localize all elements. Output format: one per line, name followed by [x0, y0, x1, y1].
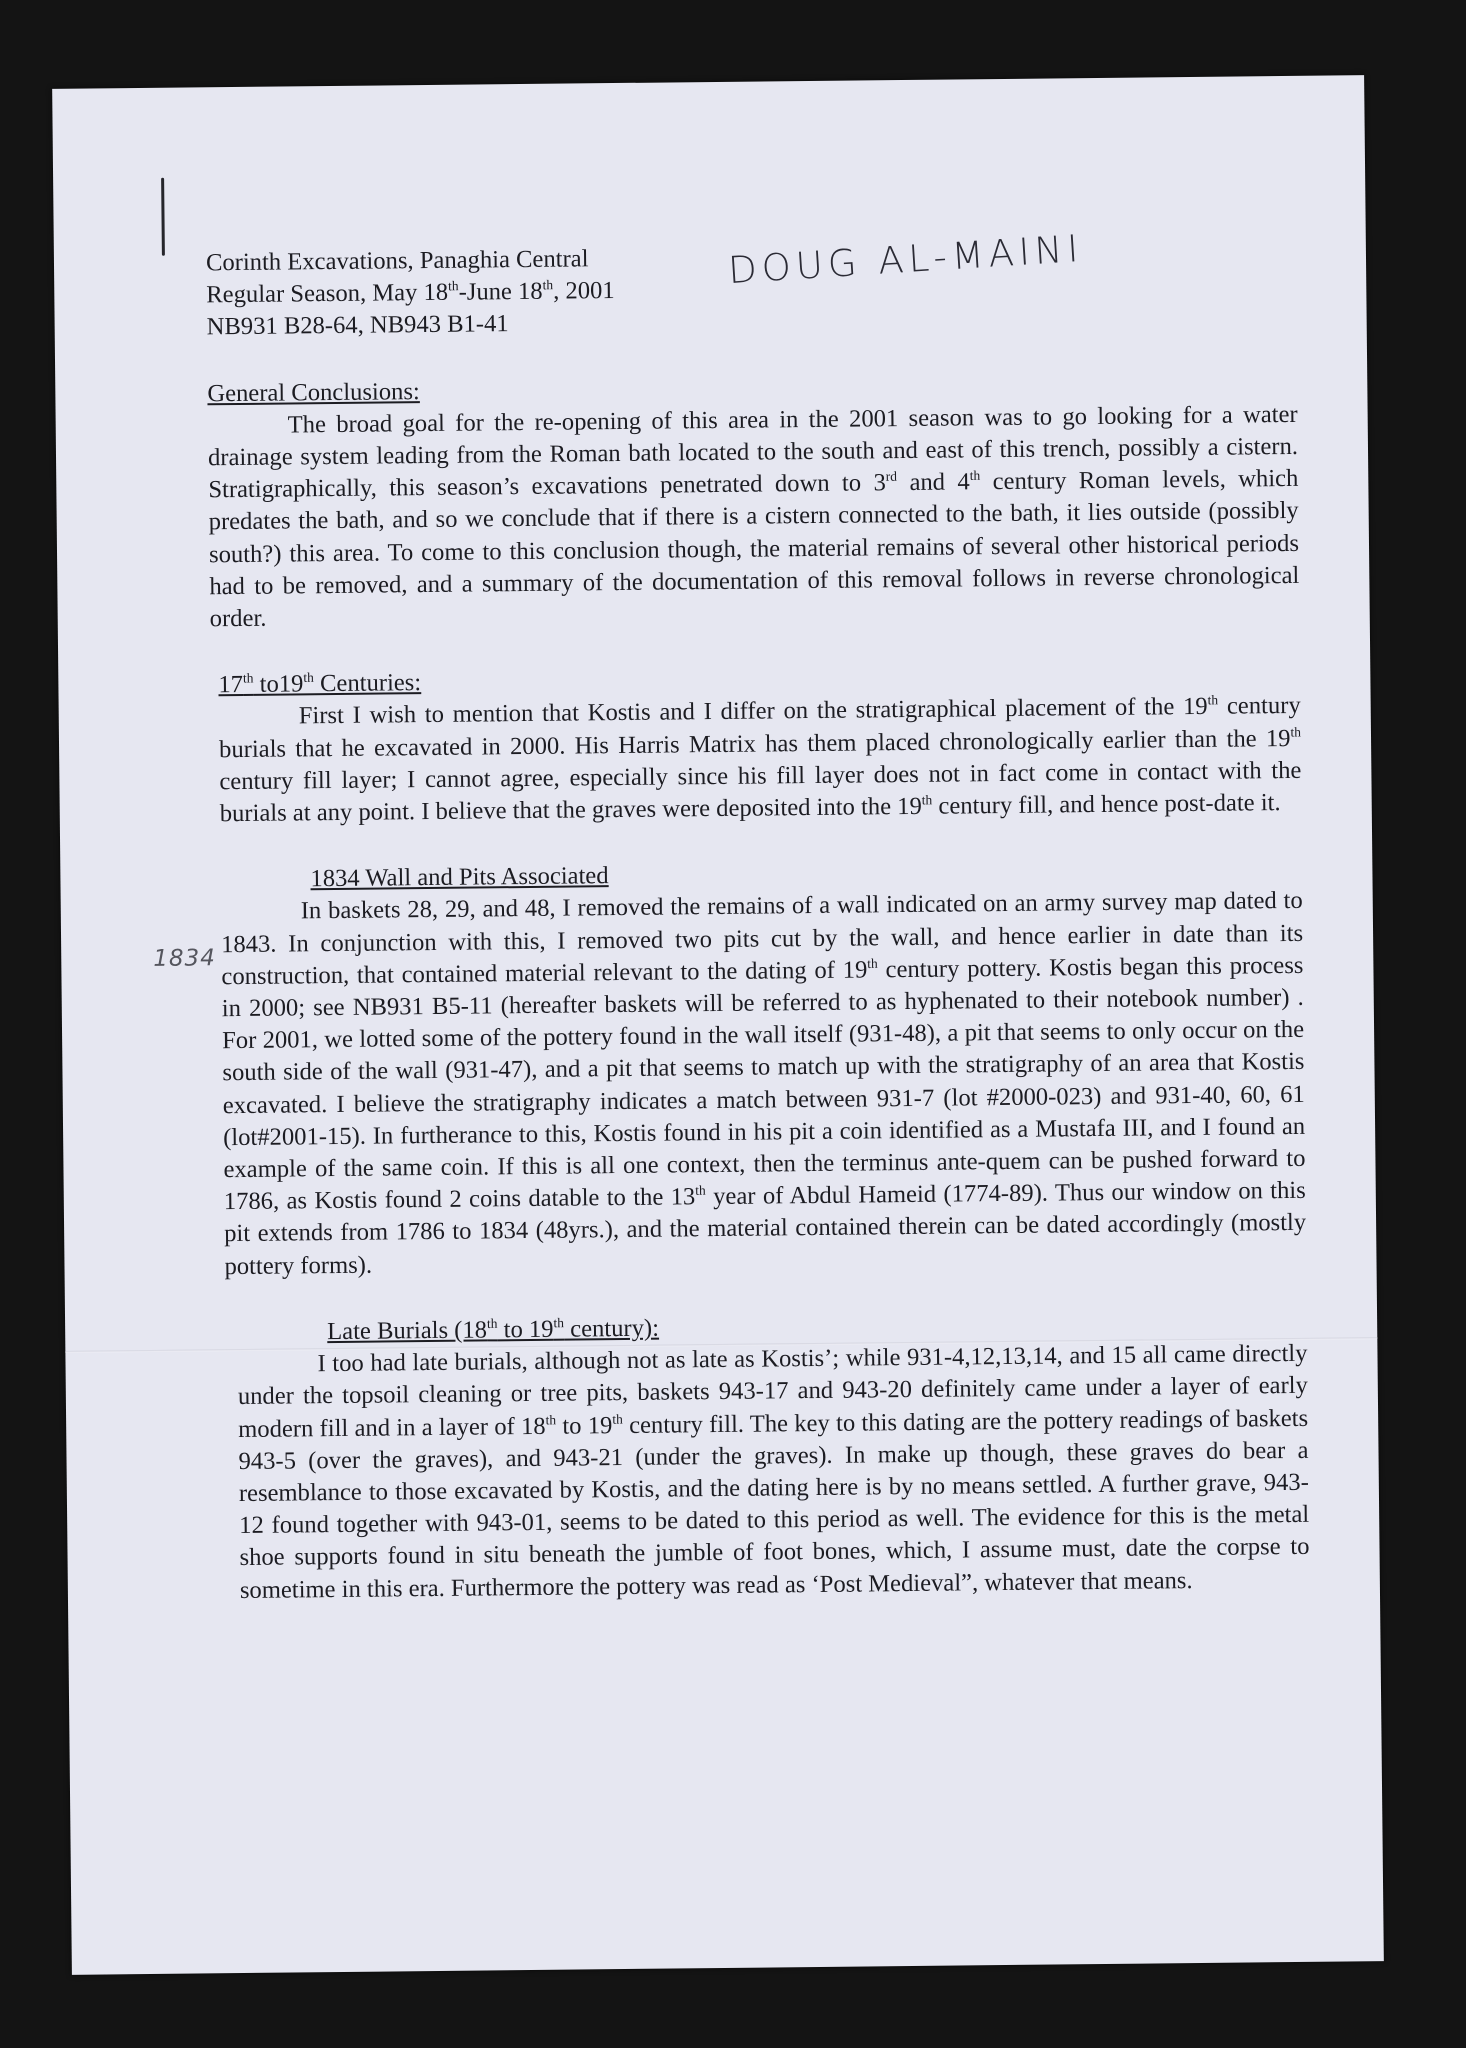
- centuries-paragraph: First I wish to mention that Kostis and I differ on the stratigraphical placement of the 19th century burials that he excavated in 2000. His Harris Matrix has them placed chronologically earlier than the 19th century fill layer; I cannot agree, especially since his fill layer does not in fact come in contact with the burials at any point. I believe that the graves were deposited into the 19th century fill, and hence post-date it.: [218, 692, 1302, 828]
- header-line-2: Regular Season, May 18th-June 18th, 2001: [206, 277, 615, 309]
- wall-pits-heading: 1834 Wall and Pits Associated: [310, 862, 609, 893]
- pen-mark: [161, 178, 165, 256]
- header-line-3: NB931 B28-64, NB943 B1-41: [206, 310, 509, 341]
- document-body: [206, 236, 1310, 1607]
- late-burials-heading: Late Burials (18th to 19th century):: [327, 1314, 660, 1345]
- centuries-heading: 17th to19th Centuries:: [218, 669, 422, 699]
- document-page: [52, 75, 1384, 1975]
- general-conclusions-paragraph: The broad goal for the re-opening of this area in the 2001 season was to go looking for a water drainage system leading from the Roman bath located to the south and east of this trench, possibly a cistern. Stratigraphically, this season’s excavations penetrated down to 3rd and 4th century Roman levels, which predates the bath, and so we conclude that if there is a cistern connected to the bath, it lies outside (possibly south?) this area. To come to this conclusion though, the material remains of several other historical periods had to be removed, and a summary of the documentation of this removal follows in reverse chronological order.: [207, 400, 1300, 633]
- header-line-1: Corinth Excavations, Panaghia Central: [205, 245, 589, 277]
- handwritten-name: DOUG AL-MAINI: [726, 226, 1085, 293]
- document-header: [206, 236, 1297, 344]
- handwritten-margin-note: 1834: [153, 945, 216, 972]
- wall-pits-paragraph: In baskets 28, 29, and 48, I removed the remains of a wall indicated on an army survey map dated to 1843. In conjunction with this, I removed two pits cut by the wall, and hence earlier in date than its construction, that contained material relevant to the dating of 19th century pottery. Kostis began this process in 2000; see NB931 B5-11 (hereafter baskets will be referred to as hyphenated to their notebook number) . For 2001, we lotted some of the pottery found in the wall itself (931-48), a pit that seems to only occur on the south side of the wall (931-47), and a pit that seems to match up with the stratigraphy of an area that Kostis excavated. I believe the stratigraphy indicates a match between 931-7 (lot #2000-023) and 931-40, 60, 61 (lot#2001-15). In furtherance to this, Kostis found in his pit a coin identified as a Mustafa III, and I found an example of the same coin. If this is all one context, then the terminus ante-quem can be pushed forward to 1786, as Kostis found 2 coins datable to the 13th year of Abdul Hameid (1774-89). Thus our window on this pit extends from 1786 to 1834 (48yrs.), and the material contained therein can be dated accordingly (mostly pottery forms).: [220, 887, 1307, 1280]
- late-burials-paragraph: I too had late burials, although not as late as Kostis’; while 931-4,12,13,14, and 15 all came directly under the topsoil cleaning or tree pits, baskets 943-17 and 943-20 definitely came under a layer of early modern fill and in a layer of 18th to 19th century fill. The key to this dating are the pottery readings of baskets 943-5 (over the graves), and 943-21 (under the graves). In make up though, these graves do bear a resemblance to those excavated by Kostis, and the dating here is by no means settled. A further grave, 943-12 found together with 943-01, seems to be dated to this period as well. The evidence for this is the metal shoe supports found in situ beneath the jumble of foot bones, which, I assume must, date the corpse to sometime in this era. Furthermore the pottery was read as ‘Post Medieval”, whatever that means.: [237, 1339, 1310, 1604]
- general-conclusions-heading: General Conclusions:: [207, 377, 420, 407]
